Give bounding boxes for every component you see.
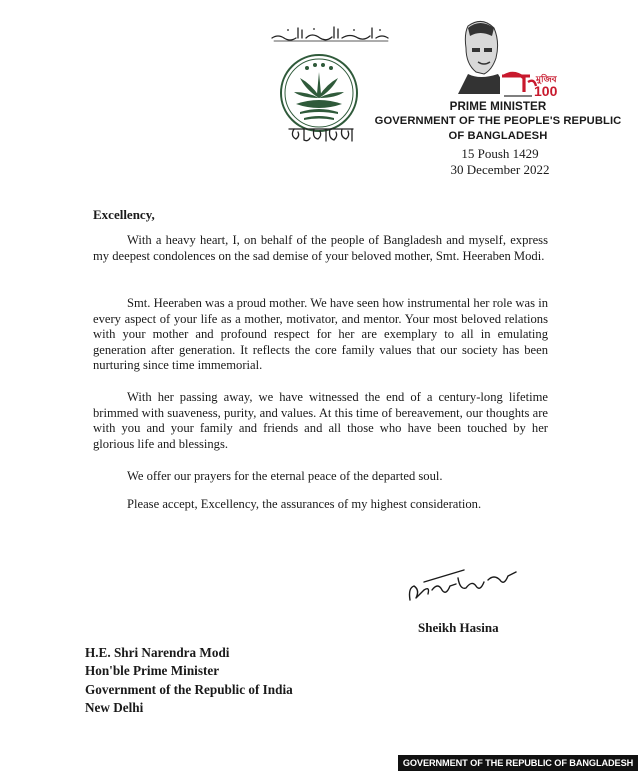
bangladesh-emblem-icon — [278, 52, 360, 134]
letter-paragraph: We offer our prayers for the eternal peace of the departed soul. — [127, 469, 443, 483]
signer-name: Sheikh Hasina — [418, 620, 499, 635]
letterhead-block — [370, 99, 626, 144]
mujib-100-logo — [454, 18, 562, 104]
handwritten-signature — [404, 560, 522, 608]
letterhead-title: PRIME MINISTER — [449, 100, 547, 113]
addressee-name: H.E. Shri Narendra Modi — [85, 645, 230, 660]
letter-paragraph: Please accept, Excellency, the assurances of my highest consideration. — [127, 497, 482, 511]
image-credit-caption: GOVERNMENT OF THE REPUBLIC OF BANGLADESH — [398, 755, 638, 771]
office-mark-bengali — [286, 124, 356, 146]
addressee-city: New Delhi — [85, 700, 144, 716]
date-bengali-calendar: 15 Poush 1429 — [461, 146, 539, 161]
bismillah-calligraphy — [268, 22, 392, 44]
letter-paragraph: Smt. Heeraben was a proud mother. We have seen how instrumental her role was in every aspect of your life as a mother, motivator, and mentor. Your most beloved relations with your mother and profound respect for her are exemplary to all in emulating generation after generation. It reflects the core family values that our society has been nurturing since time immemorial. — [93, 296, 548, 373]
addressee-government: Government of the Republic of India — [85, 681, 293, 697]
letterhead-government: GOVERNMENT OF THE PEOPLE'S REPUBLIC OF BANGLADESH — [374, 115, 622, 142]
date-gregorian: 30 December 2022 — [450, 162, 550, 177]
letter-paragraph: With a heavy heart, I, on behalf of the people of Bangladesh and myself, express my deepest condolences on the sad demise of your beloved mother, Smt. Heeraben Modi. — [93, 233, 548, 263]
letter-paragraph: With her passing away, we have witnessed the end of a century-long lifetime brimmed with suaveness, purity, and values. At this time of bereavement, our thoughts are with you and your family and friends and all those who have been touched by her glorious life and blessings. — [93, 390, 548, 451]
addressee-block — [85, 644, 293, 718]
svg-text:100: 100 — [534, 83, 558, 99]
svg-text:মুজিব: মুজিব — [536, 75, 557, 85]
letter-dates — [400, 146, 600, 178]
salutation: Excellency, — [93, 207, 155, 222]
addressee-title: Hon'ble Prime Minister — [85, 663, 220, 679]
